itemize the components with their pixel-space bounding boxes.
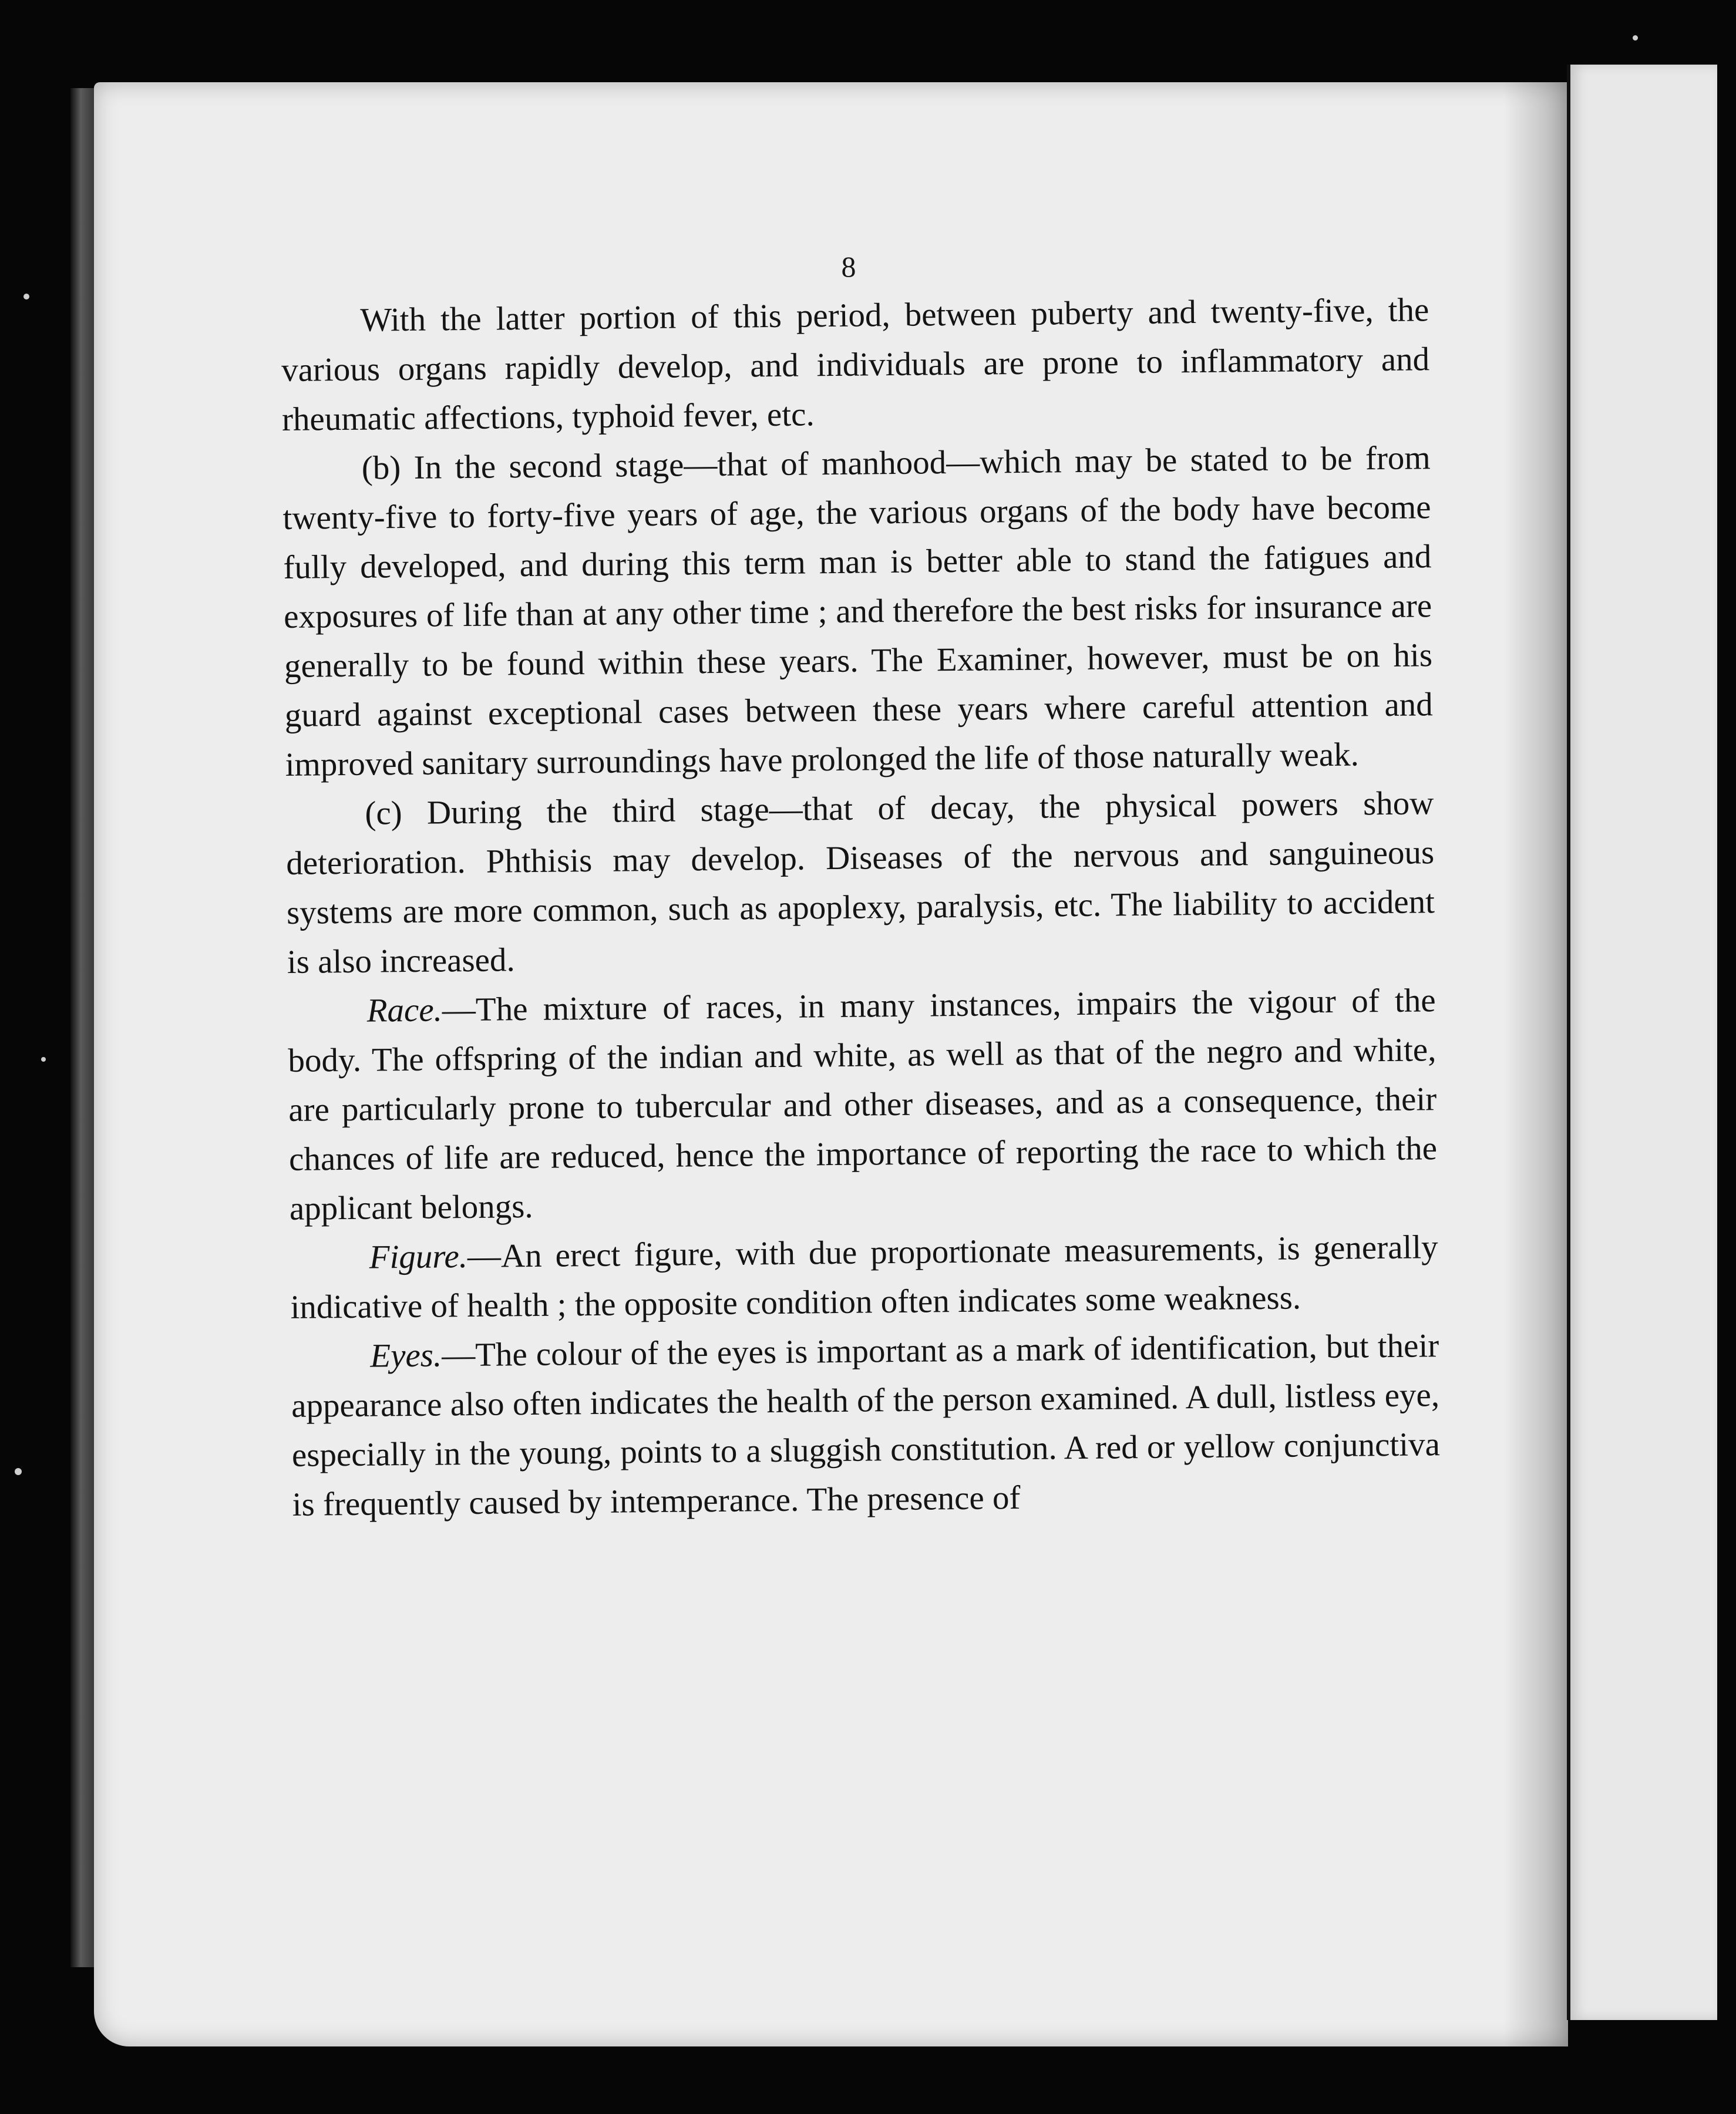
dust-speck bbox=[15, 1468, 22, 1475]
paragraph-second-stage bbox=[282, 433, 1434, 790]
paragraph-figure bbox=[290, 1223, 1439, 1332]
paragraph-text: With the latter portion of this period, between puberty and twenty-five, the various organs rapidly develop, and individuals are prone to inflammatory and rheumatic affections, typhoid fever, etc. bbox=[281, 291, 1430, 438]
paragraph-text: (c) During the third stage—that of decay, the physical powers show deterioration. Phthisis may develop. Diseases of the nervous and sanguineous systems are more common, such as apoplexy, paralysis, etc. The liability to accident is also increased. bbox=[285, 785, 1435, 981]
paragraph-third-stage bbox=[285, 779, 1435, 987]
paragraph-eyes bbox=[291, 1321, 1441, 1530]
body-text bbox=[281, 285, 1441, 1530]
paragraph-lead: Race. bbox=[366, 991, 443, 1029]
paragraph-text: —The colour of the eyes is important as a mark of identification, but their appearance also often indicates the health of the person examined. A dull, listless eye, especially in the young, points to a sluggish constitution. A red or yellow conjunctiva is frequently caused by intemperance. The presence of bbox=[291, 1327, 1441, 1523]
paragraph-text: —An erect figure, with due proportionate measurements, is generally indicative of health ; the opposite condition often indicates some weakness. bbox=[290, 1228, 1438, 1326]
paragraph-text: —The mixture of races, in many instances, impairs the vigour of the body. The offspring of the indian and white, as well as that of the negro and white, are particularly prone to tubercular and other diseases, and as a consequence, their chances of life are reduced, hence the importance of reporting the race to which the applicant belongs. bbox=[288, 982, 1438, 1227]
gutter-shadow bbox=[1503, 82, 1568, 2046]
dust-speck bbox=[23, 294, 29, 299]
paragraph-lead: Eyes. bbox=[370, 1337, 442, 1375]
paragraph-latter-portion bbox=[281, 285, 1430, 445]
dust-speck bbox=[1633, 35, 1638, 41]
paragraph-text: (b) In the second stage—that of manhood—which may be stated to be from twenty-five to forty-five years of age, the various organs of the body have become fully developed, and during this term man is better able to stand the fatigues and exposures of life than at any other time ; and therefore the best risks for insurance are generally to be found within these years. The Examiner, however, must be on his guard against exceptional cases between these years where careful attention and improved sanitary surroundings have prolonged the life of those naturally weak. bbox=[282, 439, 1434, 783]
dust-speck bbox=[41, 1057, 46, 1062]
paragraph-lead: Figure. bbox=[369, 1238, 468, 1276]
page-number: 8 bbox=[841, 250, 856, 283]
paragraph-race bbox=[287, 976, 1438, 1234]
right-page-edge bbox=[1567, 65, 1717, 2020]
